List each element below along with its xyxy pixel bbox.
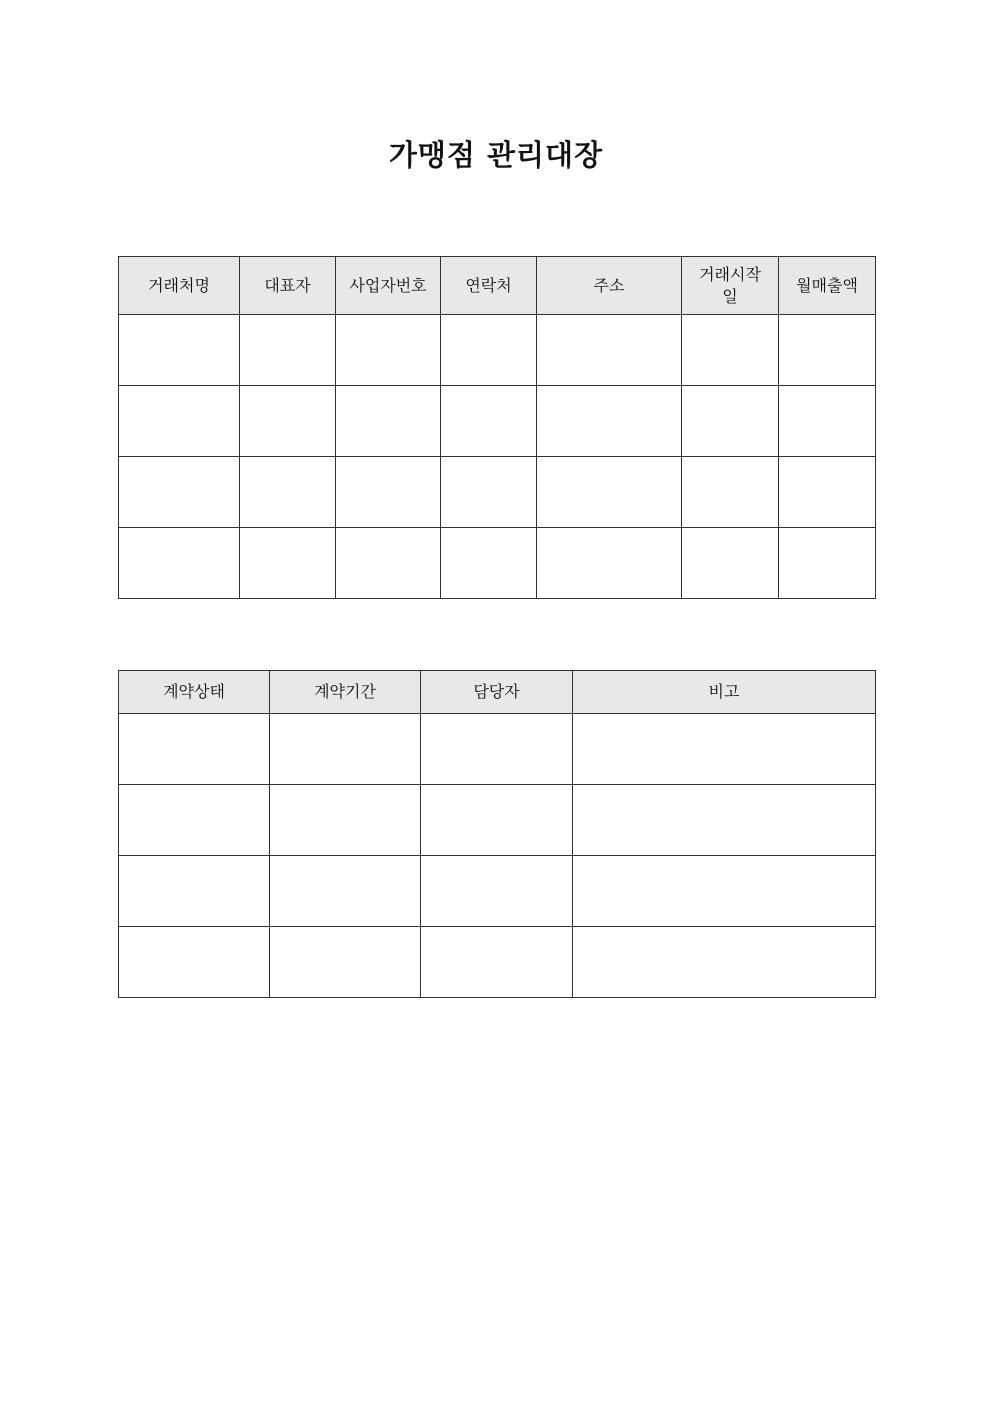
table-cell[interactable] — [119, 457, 240, 528]
table-row — [119, 386, 876, 457]
header-cell-start-date: 거래시작일 — [682, 257, 779, 315]
table-cell[interactable] — [119, 856, 270, 927]
table-cell[interactable] — [240, 528, 336, 599]
table-cell[interactable] — [573, 856, 876, 927]
table-cell[interactable] — [421, 856, 573, 927]
franchise-table — [118, 256, 876, 599]
table-row — [119, 856, 876, 927]
table-cell[interactable] — [537, 315, 682, 386]
table-cell[interactable] — [336, 457, 441, 528]
table-cell[interactable] — [441, 528, 537, 599]
table-row — [119, 528, 876, 599]
table-cell[interactable] — [779, 386, 876, 457]
table-cell[interactable] — [421, 927, 573, 998]
table-cell[interactable] — [441, 457, 537, 528]
table-cell[interactable] — [573, 785, 876, 856]
table-cell[interactable] — [537, 386, 682, 457]
table-cell[interactable] — [119, 386, 240, 457]
header-cell-business-name: 거래처명 — [119, 257, 240, 315]
table-cell[interactable] — [682, 315, 779, 386]
table-cell[interactable] — [682, 457, 779, 528]
table-cell[interactable] — [336, 315, 441, 386]
header-cell-address: 주소 — [537, 257, 682, 315]
contract-table-header-row — [119, 671, 876, 714]
table-cell[interactable] — [240, 457, 336, 528]
table-cell[interactable] — [573, 927, 876, 998]
franchise-table-header-row — [119, 257, 876, 315]
table-cell[interactable] — [119, 785, 270, 856]
table-cell[interactable] — [119, 315, 240, 386]
table-cell[interactable] — [240, 315, 336, 386]
table-cell[interactable] — [779, 528, 876, 599]
header-cell-representative: 대표자 — [240, 257, 336, 315]
table-cell[interactable] — [270, 714, 421, 785]
header-cell-contract-status: 계약상태 — [119, 671, 270, 714]
document-title: 가맹점 관리대장 — [388, 138, 604, 172]
table-row — [119, 714, 876, 785]
table-cell[interactable] — [270, 856, 421, 927]
table-cell[interactable] — [682, 528, 779, 599]
table-cell[interactable] — [573, 714, 876, 785]
table-cell[interactable] — [270, 785, 421, 856]
table-cell[interactable] — [779, 315, 876, 386]
table-cell[interactable] — [682, 386, 779, 457]
table-cell[interactable] — [441, 386, 537, 457]
table-cell[interactable] — [240, 386, 336, 457]
header-cell-contract-period: 계약기간 — [270, 671, 421, 714]
table-cell[interactable] — [119, 528, 240, 599]
header-cell-manager: 담당자 — [421, 671, 573, 714]
table-cell[interactable] — [336, 528, 441, 599]
table-cell[interactable] — [119, 927, 270, 998]
table-cell[interactable] — [421, 785, 573, 856]
table-cell[interactable] — [336, 386, 441, 457]
header-cell-business-number: 사업자번호 — [336, 257, 441, 315]
header-cell-contact: 연락처 — [441, 257, 537, 315]
table-cell[interactable] — [537, 528, 682, 599]
table-cell[interactable] — [119, 714, 270, 785]
table-row — [119, 927, 876, 998]
table-cell[interactable] — [441, 315, 537, 386]
header-cell-monthly-sales: 월매출액 — [779, 257, 876, 315]
contract-table — [118, 670, 876, 998]
table-cell[interactable] — [270, 927, 421, 998]
table-row — [119, 315, 876, 386]
table-cell[interactable] — [421, 714, 573, 785]
table-row — [119, 785, 876, 856]
table-cell[interactable] — [537, 457, 682, 528]
table-row — [119, 457, 876, 528]
table-cell[interactable] — [779, 457, 876, 528]
header-cell-remarks: 비고 — [573, 671, 876, 714]
